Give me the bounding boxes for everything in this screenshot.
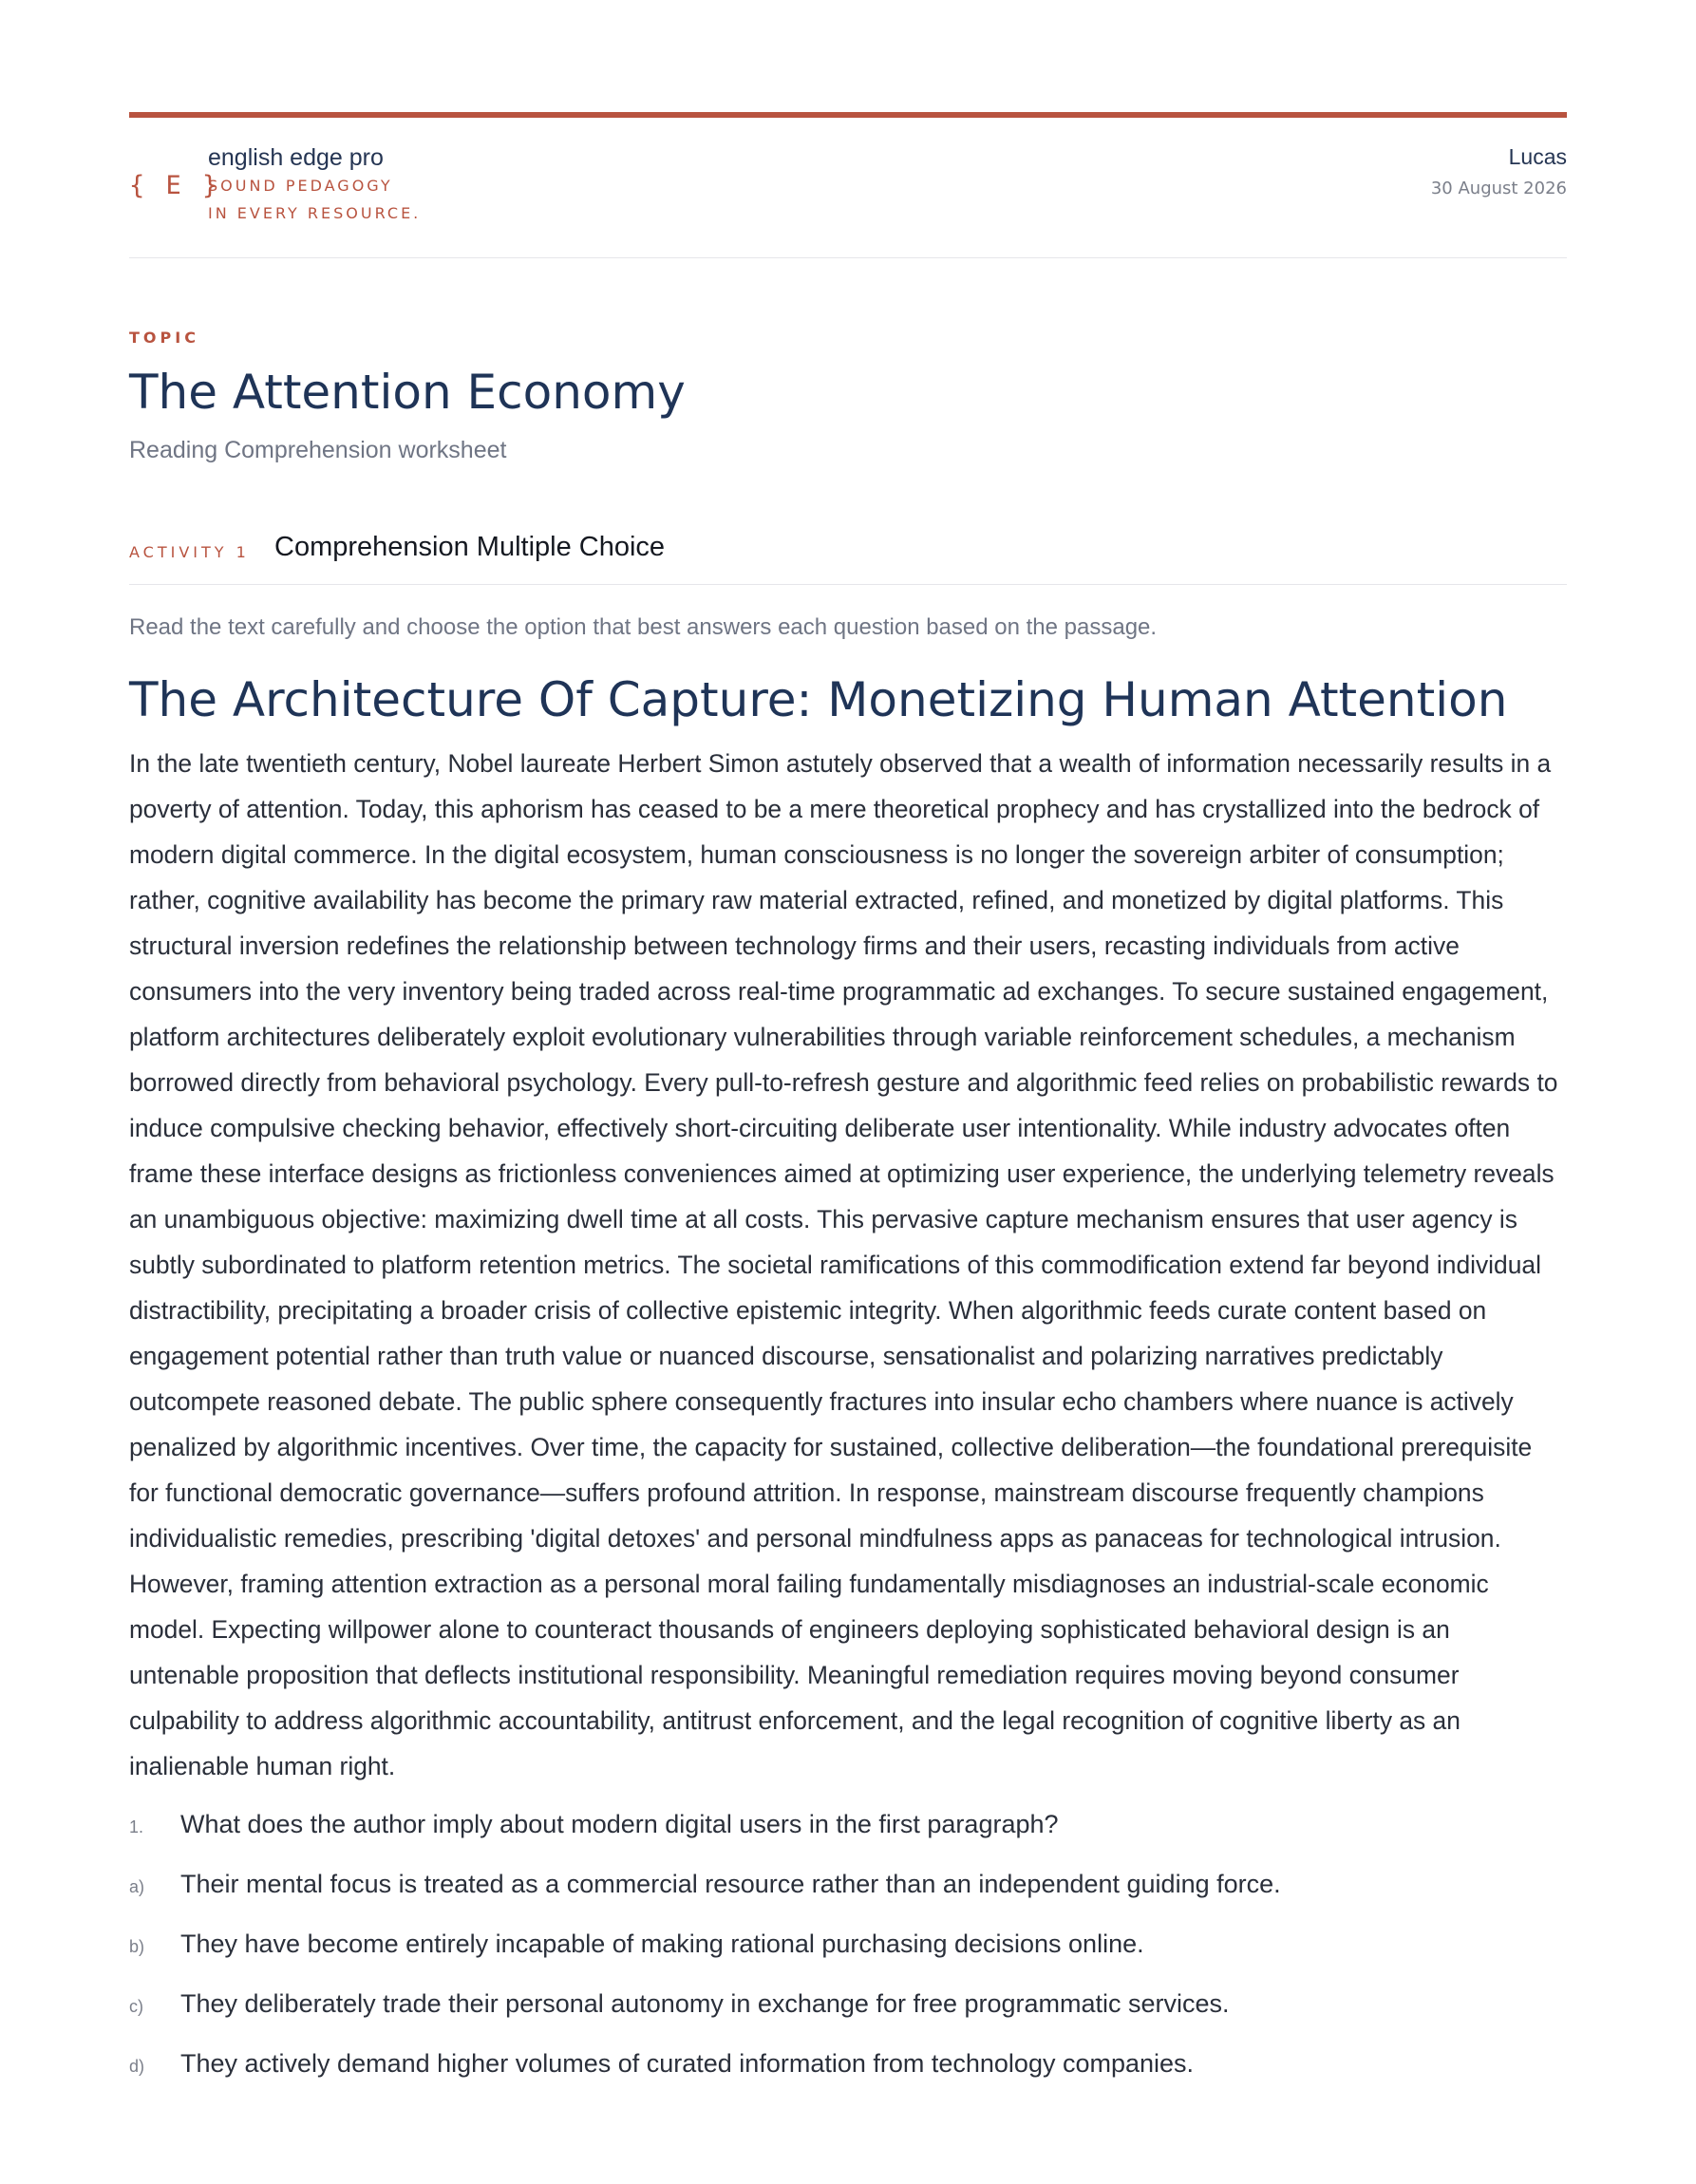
question-list — [129, 1810, 1567, 2109]
top-accent-rule — [129, 112, 1567, 118]
answer-option-d[interactable] — [129, 2049, 1567, 2109]
question-stem — [129, 1810, 1567, 1870]
option-text: They have become entirely incapable of making rational purchasing decisions online. — [180, 1930, 1144, 1958]
brand-block — [208, 144, 421, 227]
option-letter: b) — [129, 1937, 145, 1956]
activity-label: ACTIVITY 1 — [129, 543, 250, 561]
worksheet-date: 30 August 2026 — [1430, 179, 1567, 198]
activity-header — [129, 528, 1567, 585]
brand-logo-icon: { E } — [129, 171, 221, 200]
student-meta — [1431, 144, 1567, 198]
passage-body: In the late twentieth century, Nobel laureate Herbert Simon astutely observed that a wealth of information necessarily results in a poverty of attention. Today, this aphorism has ceased to be a mere theoretical prophecy and has crystallized into the bedrock of modern digital commerce. In the digital ecosystem, human consciousness is no longer the sovereign arbiter of consumption; rather, cognitive availability has become the primary raw material extracted, refined, and monetized by digital platforms. This structural inversion redefines the relationship between technology firms and their users, recasting individuals from active consumers into the very inventory being traded across real-time programmatic ad exchanges. To secure sustained engagement, platform architectures deliberately exploit evolutionary vulnerabilities through variable reinforcement schedules, a mechanism borrowed directly from behavioral psychology. Every pull-to-refresh gesture and algorithmic feed relies on probabilistic rewards to induce compulsive checking behavior, effectively short-circuiting deliberate user intentionality. While industry advocates often frame these interface designs as frictionless conveniences aimed at optimizing user experience, the underlying telemetry reveals an unambiguous objective: maximizing dwell time at all costs. This pervasive capture mechanism ensures that user agency is subtly subordinated to platform retention metrics. The societal ramifications of this commodification extend far beyond individual distractibility, precipitating a broader crisis of collective epistemic integrity. When algorithmic feeds curate content based on engagement potential rather than truth value or nuanced discourse, sensationalist and polarizing narratives predictably outcompete reasoned debate. The public sphere consequently fractures into insular echo chambers where nuance is actively penalized by algorithmic incentives. Over time, the capacity for sustained, collective deliberation—the foundational prerequisite for functional democratic governance—suffers profound attrition. In response, mainstream discourse frequently champions individualistic remedies, prescribing 'digital detoxes' and personal mindfulness apps as panaceas for technological intrusion. However, framing attention extraction as a personal moral failing fundamentally misdiagnoses an industrial-scale economic model. Expecting willpower alone to counteract thousands of engineers deploying sophisticated behavioral design is an untenable proposition that deflects institutional responsibility. Meaningful remediation requires moving beyond consumer culpability to address algorithmic accountability, antitrust enforcement, and the legal recognition of cognitive liberty as an inalienable human right. — [129, 749, 1558, 1780]
answer-option-a[interactable] — [129, 1870, 1567, 1930]
passage-title: The Architecture Of Capture: Monetizing Human Attention — [129, 672, 1508, 727]
question-number: 1. — [129, 1817, 144, 1836]
worksheet-header — [129, 141, 1567, 258]
option-letter: a) — [129, 1877, 145, 1896]
topic-label: TOPIC — [129, 329, 199, 347]
page-title: The Attention Economy — [129, 365, 686, 420]
option-text: Their mental focus is treated as a commercial resource rather than an independent guiding force. — [180, 1870, 1281, 1898]
option-letter: c) — [129, 1997, 143, 2016]
question-text: What does the author imply about modern digital users in the first paragraph? — [180, 1810, 1059, 1838]
activity-instructions: Read the text carefully and choose the option that best answers each question based on the passage. — [129, 614, 1158, 640]
option-text: They actively demand higher volumes of curated information from technology companies. — [180, 2049, 1195, 2078]
page-subtitle: Reading Comprehension worksheet — [129, 437, 507, 463]
student-name: Lucas — [1508, 144, 1567, 169]
brand-tagline-line1: SOUND PEDAGOGY — [208, 177, 393, 195]
option-text: They deliberately trade their personal autonomy in exchange for free programmatic services. — [180, 1989, 1230, 2018]
brand-tagline-line2: IN EVERY RESOURCE. — [208, 204, 422, 222]
activity-title: Comprehension Multiple Choice — [274, 532, 666, 562]
brand-name: english edge pro — [208, 144, 384, 171]
option-letter: d) — [129, 2057, 145, 2076]
answer-option-c[interactable] — [129, 1989, 1567, 2049]
answer-option-b[interactable] — [129, 1930, 1567, 1989]
